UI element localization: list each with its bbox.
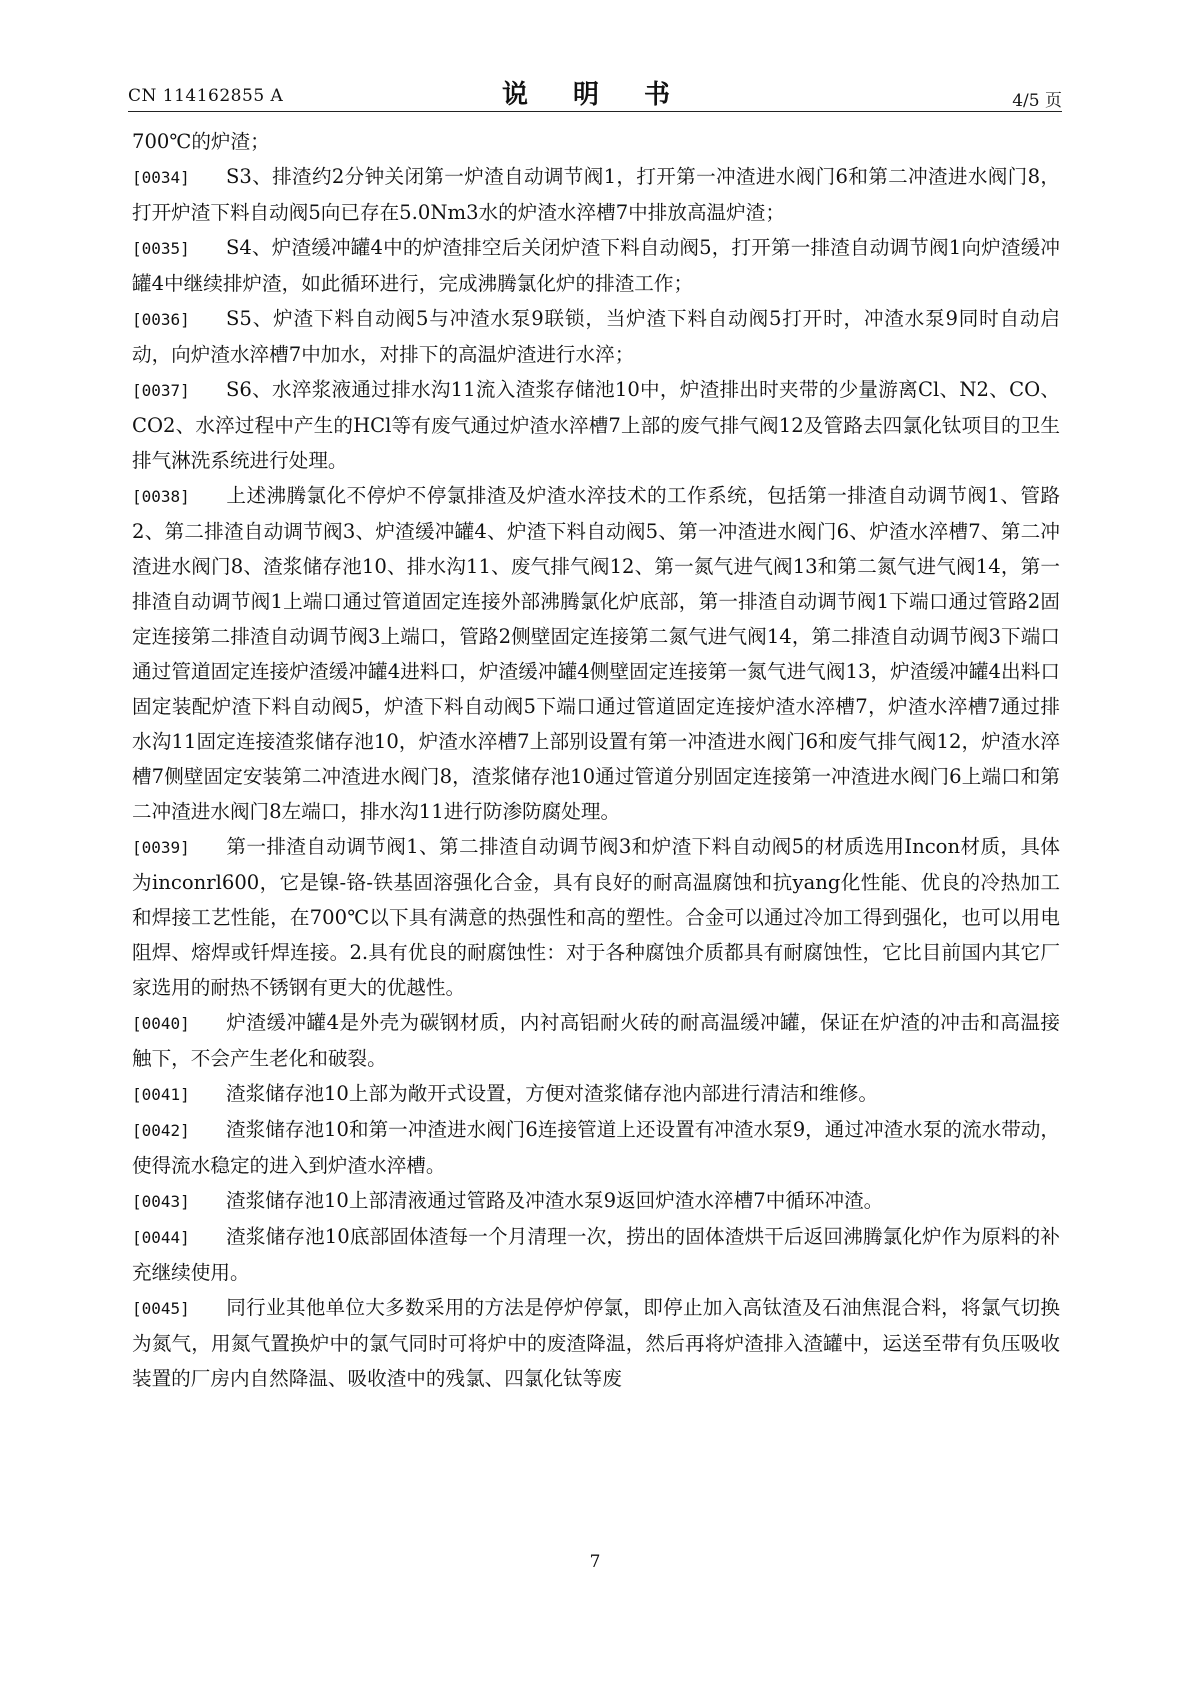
paragraph-number: [0039]: [132, 838, 190, 857]
paragraph-text: S4、炉渣缓冲罐4中的炉渣排空后关闭炉渣下料自动阀5，打开第一排渣自动调节阀1向炉渣缓冲罐4中继续排炉渣，如此循环进行，完成沸腾氯化炉的排渣工作；: [132, 236, 1060, 295]
paragraph-text: 渣浆储存池10和第一冲渣进水阀门6连接管道上还设置有冲渣水泵9，通过冲渣水泵的流水带动，使得流水稳定的进入到炉渣水淬槽。: [132, 1118, 1060, 1177]
paragraph: [132, 1219, 1060, 1290]
paragraph-number: [0038]: [132, 487, 190, 506]
paragraph: [132, 230, 1060, 301]
paragraph: [132, 829, 1060, 1005]
paragraph-number: [0037]: [132, 381, 190, 400]
paragraph-number: [0043]: [132, 1192, 190, 1211]
paragraph: [132, 372, 1060, 478]
paragraph-number: [0045]: [132, 1299, 190, 1318]
paragraph-number: [0036]: [132, 310, 190, 329]
document-number: CN 114162855 A: [128, 86, 284, 106]
paragraph: [132, 1183, 1060, 1219]
header-rule: [128, 111, 1062, 112]
page-number: 7: [589, 1552, 601, 1572]
paragraph-text: 渣浆储存池10底部固体渣每一个月清理一次，捞出的固体渣烘干后返回沸腾氯化炉作为原料的补充继续使用。: [132, 1225, 1060, 1284]
paragraph-text: 渣浆储存池10上部为敞开式设置，方便对渣浆储存池内部进行清洁和维修。: [226, 1082, 878, 1105]
document-title: 说 明 书: [501, 80, 689, 110]
paragraph-text: 700℃的炉渣；: [132, 130, 270, 153]
paragraph-text: 上述沸腾氯化不停炉不停氯排渣及炉渣水淬技术的工作系统，包括第一排渣自动调节阀1、管路2、第二排渣自动调节阀3、炉渣缓冲罐4、炉渣下料自动阀5、第一冲渣进水阀门6、炉渣水淬槽7、第二冲渣进水阀门8、渣浆储存池10、排水沟11、废气排气阀12、第一氮气进气阀13和第二氮气进气阀14，第一排渣自动调节阀1上端口通过管道固定连接外部沸腾氯化炉底部，第一排渣自动调节阀1下端口通过管路2固定连接第二排渣自动调节阀3上端口，管路2侧壁固定连接第二氮气进气阀14，第二排渣自动调节阀3下端口通过管道固定连接炉渣缓冲罐4进料口，炉渣缓冲罐4侧壁固定连接第一氮气进气阀13，炉渣缓冲罐4出料口固定装配炉渣下料自动阀5，炉渣下料自动阀5下端口通过管道固定连接炉渣水淬槽7，炉渣水淬槽7通过排水沟11固定连接渣浆储存池10，炉渣水淬槽7上部别设置有第一冲渣进水阀门6和废气排气阀12，炉渣水淬槽7侧壁固定安装第二冲渣进水阀门8，渣浆储存池10通过管道分别固定连接第一冲渣进水阀门6上端口和第二冲渣进水阀门8左端口，排水沟11进行防渗防腐处理。: [132, 484, 1060, 823]
paragraph: [132, 1005, 1060, 1076]
paragraph: [132, 1076, 1060, 1112]
paragraph-text: S5、炉渣下料自动阀5与冲渣水泵9联锁，当炉渣下料自动阀5打开时，冲渣水泵9同时自动启动，向炉渣水淬槽7中加水，对排下的高温炉渣进行水淬；: [132, 307, 1060, 366]
document-body: [132, 124, 1060, 1396]
paragraph: [132, 159, 1060, 230]
paragraph-number: [0034]: [132, 168, 190, 187]
paragraph-number: [0040]: [132, 1014, 190, 1033]
paragraph-text: S3、排渣约2分钟关闭第一炉渣自动调节阀1，打开第一冲渣进水阀门6和第二冲渣进水阀门8，打开炉渣下料自动阀5向已存在5.0Nm3水的炉渣水淬槽7中排放高温炉渣；: [132, 165, 1060, 224]
paragraph: [132, 1290, 1060, 1396]
page-indicator: 4/5 页: [1012, 91, 1062, 111]
paragraph-text: 炉渣缓冲罐4是外壳为碳钢材质，内衬高铝耐火砖的耐高温缓冲罐，保证在炉渣的冲击和高温接触下，不会产生老化和破裂。: [132, 1011, 1060, 1070]
paragraph: [132, 124, 1060, 159]
paragraph-number: [0044]: [132, 1228, 190, 1247]
paragraph-text: 同行业其他单位大多数采用的方法是停炉停氯，即停止加入高钛渣及石油焦混合料，将氯气切换为氮气，用氮气置换炉中的氯气同时可将炉中的废渣降温，然后再将炉渣排入渣罐中，运送至带有负压吸收装置的厂房内自然降温、吸收渣中的残氯、四氯化钛等废: [132, 1296, 1060, 1390]
paragraph: [132, 301, 1060, 372]
paragraph-text: S6、水淬浆液通过排水沟11流入渣浆存储池10中，炉渣排出时夹带的少量游离Cl、N2、CO、CO2、水淬过程中产生的HCl等有废气通过炉渣水淬槽7上部的废气排气阀12及管路去四氯化钛项目的卫生排气淋洗系统进行处理。: [132, 378, 1060, 472]
paragraph: [132, 1112, 1060, 1183]
page-header: [128, 74, 1062, 114]
paragraph-number: [0042]: [132, 1121, 190, 1140]
paragraph-text: 渣浆储存池10上部清液通过管路及冲渣水泵9返回炉渣水淬槽7中循环冲渣。: [226, 1189, 884, 1212]
paragraph-text: 第一排渣自动调节阀1、第二排渣自动调节阀3和炉渣下料自动阀5的材质选用Incon材质，具体为inconrl600，它是镍-铬-铁基固溶强化合金，具有良好的耐高温腐蚀和抗yang化性能、优良的冷热加工和焊接工艺性能，在700℃以下具有满意的热强性和高的塑性。合金可以通过冷加工得到强化，也可以用电阻焊、熔焊或钎焊连接。2.具有优良的耐腐蚀性：对于各种腐蚀介质都具有耐腐蚀性，它比目前国内其它厂家选用的耐热不锈钢有更大的优越性。: [132, 835, 1060, 999]
paragraph: [132, 478, 1060, 829]
paragraph-number: [0041]: [132, 1085, 190, 1104]
paragraph-number: [0035]: [132, 239, 190, 258]
